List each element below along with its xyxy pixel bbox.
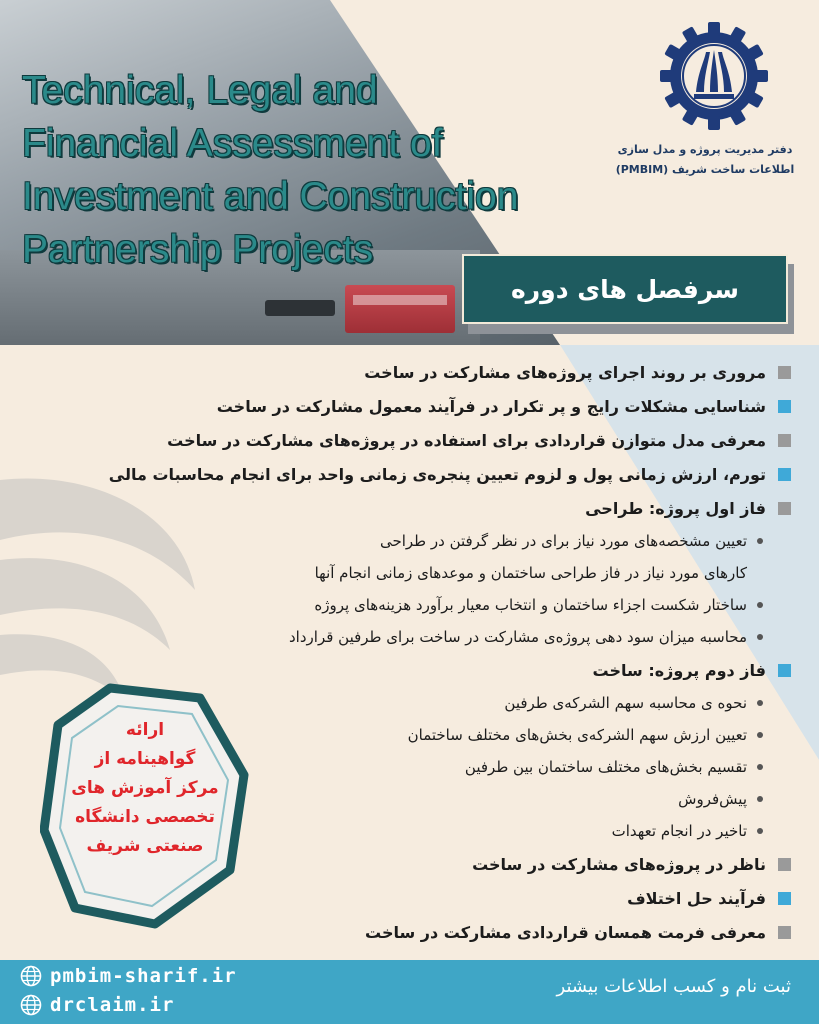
- dot-bullet-icon: [757, 732, 763, 738]
- square-bullet-icon: [778, 366, 791, 379]
- sub-list-item: [11, 589, 791, 621]
- photo-red-box: [345, 285, 455, 333]
- title-line: Financial Assessment of: [22, 122, 443, 165]
- badge-line: صنعتی شریف: [86, 836, 204, 856]
- dot-bullet-icon: [757, 634, 763, 640]
- badge-line: ارائه: [125, 720, 165, 740]
- item-text: تقسیم بخش‌های مختلف ساختمان بین طرفین: [464, 758, 747, 776]
- square-bullet-icon: [778, 468, 791, 481]
- register-info-text: ثبت نام و کسب اطلاعات بیشتر: [556, 976, 791, 997]
- item-text: پیش‌فروش: [678, 790, 747, 808]
- square-bullet-icon: [778, 434, 791, 447]
- item-text: ناظر در پروژه‌های مشارکت در ساخت: [472, 854, 766, 874]
- item-text: معرفی فرمت همسان قراردادی مشارکت در ساخت: [365, 922, 766, 942]
- list-item: [11, 491, 791, 525]
- office-name-line: دفتر مدیریت پروژه و مدل سازی: [617, 143, 793, 156]
- dot-bullet-icon: [757, 602, 763, 608]
- item-text: تاخیر در انجام تعهدات: [611, 822, 747, 840]
- item-text: معرفی مدل متوازن قراردادی برای استفاده در پروژه‌های مشارکت در ساخت: [167, 430, 766, 450]
- title-line: Investment and Construction: [22, 175, 519, 218]
- sub-list-item: [11, 525, 791, 557]
- item-text: محاسبه میزان سود دهی پروژه‌ی مشارکت در ساخت برای طرفین قرارداد: [289, 628, 747, 646]
- globe-icon: [20, 994, 42, 1016]
- dot-bullet-icon: [757, 538, 763, 544]
- square-bullet-icon: [778, 858, 791, 871]
- item-text: مروری بر روند اجرای پروژه‌های مشارکت در ساخت: [364, 362, 766, 382]
- website-link-pmbim[interactable]: [20, 965, 237, 987]
- globe-icon: [20, 965, 42, 987]
- website-link-drclaim[interactable]: [20, 994, 174, 1016]
- badge-line: تخصصی دانشگاه: [75, 807, 215, 827]
- list-item: [11, 457, 791, 491]
- sharif-university-gear-logo-icon: [660, 22, 768, 130]
- item-text: فاز دوم پروژه: ساخت: [592, 660, 766, 680]
- dot-bullet-icon: [757, 700, 763, 706]
- item-text: فرآیند حل اختلاف: [627, 888, 766, 908]
- item-text: تعیین ارزش سهم الشرکه‌ی بخش‌های مختلف ساختمان: [407, 726, 747, 744]
- office-name-line: اطلاعات ساخت شریف (PMBIM): [615, 163, 795, 176]
- dot-bullet-icon: [757, 828, 763, 834]
- square-bullet-icon: [778, 664, 791, 677]
- certificate-badge: [40, 716, 250, 861]
- photo-device: [265, 300, 335, 316]
- title-line: Technical, Legal and: [22, 69, 378, 112]
- item-text: تورم، ارزش زمانی پول و لزوم تعیین پنجره‌ی زمانی واحد برای انجام محاسبات مالی: [108, 464, 766, 484]
- item-text: فاز اول پروژه: طراحی: [585, 498, 766, 518]
- list-item: [11, 355, 791, 389]
- item-text: نحوه ی محاسبه سهم الشرکه‌ی طرفین: [504, 694, 747, 712]
- square-bullet-icon: [778, 892, 791, 905]
- square-bullet-icon: [778, 400, 791, 413]
- office-name: [610, 140, 800, 180]
- dot-bullet-icon: [757, 764, 763, 770]
- badge-line: گواهینامه از: [94, 749, 196, 769]
- course-title: [22, 64, 582, 276]
- list-item: [11, 423, 791, 457]
- square-bullet-icon: [778, 502, 791, 515]
- item-text: ساختار شکست اجزاء ساختمان و انتخاب معیار برآورد هزینه‌های پروژه: [314, 596, 747, 614]
- website-text: pmbim-sharif.ir: [50, 965, 237, 987]
- sub-list-item: [11, 621, 791, 653]
- dot-bullet-icon: [757, 796, 763, 802]
- website-text: drclaim.ir: [50, 994, 175, 1016]
- list-item: [11, 389, 791, 423]
- item-text: شناسایی مشکلات رایج و پر تکرار در فرآیند معمول مشارکت در ساخت: [216, 396, 766, 416]
- title-line: Partnership Projects: [22, 228, 374, 271]
- sub-list-item: [11, 557, 791, 589]
- section-title-box: [462, 254, 788, 324]
- item-text: کارهای مورد نیاز در فاز طراحی ساختمان و موعدهای زمانی انجام آنها: [314, 564, 747, 582]
- square-bullet-icon: [778, 926, 791, 939]
- item-text: تعیین مشخصه‌های مورد نیاز برای در نظر گرفتن در طراحی: [379, 532, 747, 550]
- badge-line: مرکز آموزش های: [71, 778, 219, 798]
- section-title: سرفصل های دوره: [511, 274, 740, 304]
